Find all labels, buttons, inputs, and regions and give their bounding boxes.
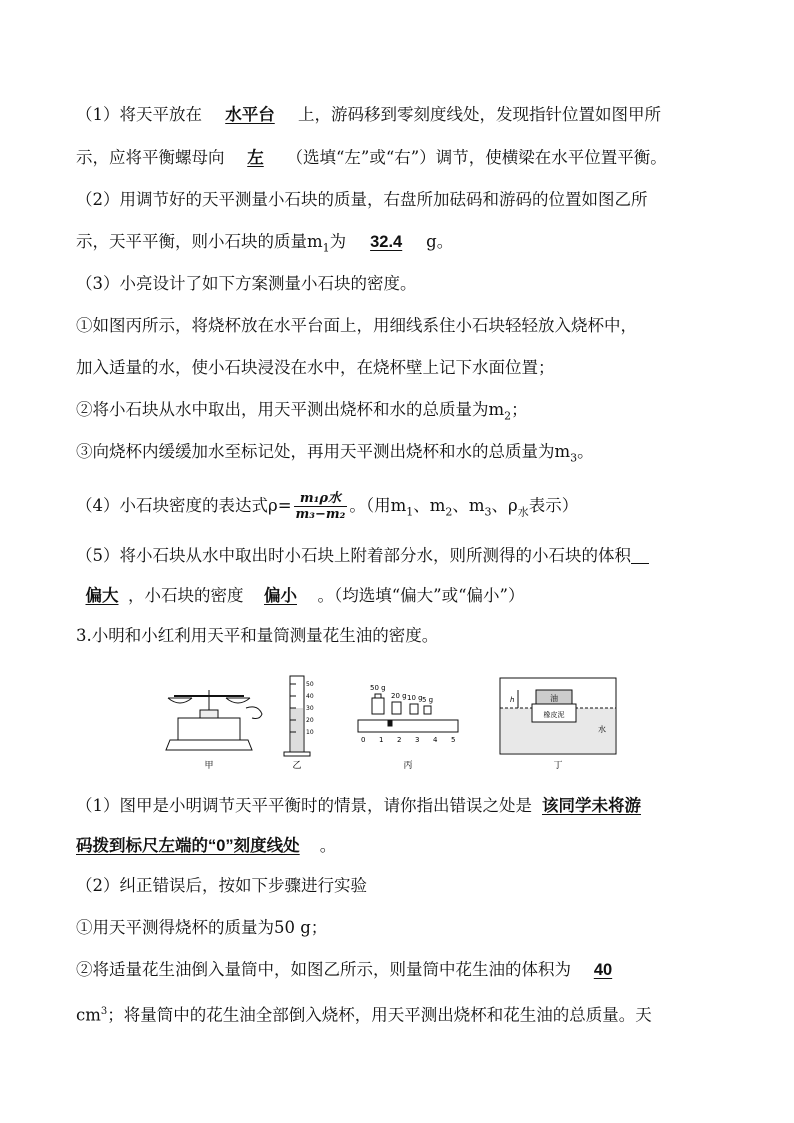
cyl-tick-50: 50 (306, 681, 314, 688)
experiment-figure (160, 668, 640, 773)
q2-part3-intro (76, 272, 726, 296)
text: （选填“左”或“右”）调节，使横梁在水平位置平衡。 (286, 148, 667, 167)
text: 、ρ (491, 496, 518, 515)
text: 加入适量的水，使小石块浸没在水中，在烧杯壁上记下水面位置； (76, 358, 555, 377)
answer-blank-volume-oil: 40 (593, 961, 613, 979)
q2-part5-line2 (76, 584, 726, 608)
text: （1）将天平放在 (76, 105, 202, 124)
text: ①用天平测得烧杯的质量为50 g； (76, 918, 328, 937)
text: ，小石块的密度 (128, 586, 244, 605)
text: 示，天平平衡，则小石块的质量m (76, 232, 323, 251)
ruler-4: 4 (433, 736, 438, 744)
subscript: 1 (406, 505, 414, 519)
text: ；将量筒中的花生油全部倒入烧杯，用天平测出烧杯和花生油的总质量。天 (107, 1005, 652, 1025)
q2-part1-line1 (76, 103, 726, 127)
weight-50g: 50 g (370, 684, 386, 692)
q2-part2-line2 (76, 230, 726, 260)
weight-5g: 5 g (422, 696, 434, 704)
blank-line (631, 545, 649, 564)
answer-blank-error-a: 该同学未将游 (542, 797, 641, 815)
text: cm (76, 1005, 101, 1025)
text: 。 (319, 836, 337, 855)
text: （2）用调节好的天平测量小石块的质量，右盘所加砝码和游码的位置如图乙所 (76, 190, 648, 209)
answer-blank-direction: 左 (247, 149, 264, 167)
label-yi: 乙 (292, 761, 302, 771)
answer-blank-level-surface: 水平台 (225, 106, 275, 124)
q3-part1-line2 (76, 834, 726, 858)
subscript: 水 (517, 505, 529, 519)
text: 表示） (528, 496, 579, 515)
subscript: 1 (322, 241, 330, 255)
q3-part2-step2 (76, 958, 726, 982)
text: （2）纠正错误后，按如下步骤进行实验 (76, 876, 367, 895)
ruler-0: 0 (361, 736, 366, 744)
q3-part2-intro (76, 874, 726, 898)
fraction-denominator: m₃−m₂ (295, 507, 346, 522)
subscript: 3 (570, 451, 578, 465)
text: 。 (577, 442, 594, 461)
text: ②将小石块从水中取出，用天平测出烧杯和水的总质量为m (76, 400, 505, 419)
fraction-numerator: m₁ρ水 (294, 491, 348, 507)
cyl-tick-40: 40 (306, 693, 314, 700)
weight-10g: 10 g (407, 694, 423, 702)
text: 示，应将平衡螺母向 (76, 148, 225, 167)
text: ③向烧杯内缓缓加水至标记处，再用天平测出烧杯和水的总质量为m (76, 442, 571, 461)
q3-part1-line1 (76, 794, 726, 818)
q2-part1-line2 (76, 146, 726, 170)
q2-part3-step1b (76, 356, 726, 380)
text: （1）图甲是小明调节天平平衡时的情景，请你指出错误之处是 (76, 796, 532, 815)
q3-part2-step2-cont (76, 1000, 726, 1028)
subscript: 3 (484, 505, 492, 519)
text: 上，游码移到零刻度线处，发现指针位置如图甲所 (298, 105, 661, 124)
block-label: 橡皮泥 (543, 711, 565, 719)
cyl-tick-30: 30 (306, 705, 314, 712)
superscript: 3 (100, 1006, 108, 1017)
subscript: 2 (504, 409, 512, 423)
text: ②将适量花生油倒入量筒中，如图乙所示，则量筒中花生油的体积为 (76, 960, 571, 979)
ruler-5: 5 (451, 736, 456, 744)
text: （4）小石块密度的表达式ρ= (76, 496, 292, 515)
text: 、m (413, 496, 446, 515)
answer-blank-mass: 32.4 (370, 233, 403, 251)
weight-20g: 20 g (391, 692, 407, 700)
label-bing: 丙 (403, 761, 413, 771)
text: 为 (329, 232, 347, 251)
question-title: 3.小明和小红利用天平和量筒测量花生油的密度。 (76, 626, 439, 645)
oil-label: 油 (550, 694, 558, 703)
text: （3）小亮设计了如下方案测量小石块的密度。 (76, 274, 417, 293)
answer-blank-error-b: 码拨到标尺左端的“0”刻度线处 (76, 837, 300, 855)
cyl-tick-10: 10 (306, 729, 314, 736)
label-jia: 甲 (204, 761, 214, 771)
q3-title (76, 624, 726, 648)
text: （5）将小石块从水中取出时小石块上附着部分水，则所测得的小石块的体积 (76, 546, 631, 565)
text: ①如图丙所示，将烧杯放在水平台面上，用细线系住小石块轻轻放入烧杯中， (76, 316, 637, 335)
height-label: h (510, 696, 515, 704)
density-formula-fraction (294, 491, 348, 522)
q2-part5-line1 (76, 544, 726, 568)
q2-part3-step2 (76, 398, 726, 428)
text: ； (511, 400, 528, 419)
cylinder-figure (284, 676, 310, 756)
q2-part3-step1a (76, 314, 726, 338)
ruler-1: 1 (379, 736, 384, 744)
q2-part4-line (76, 488, 726, 524)
label-ding: 丁 (553, 761, 563, 771)
text: 。（均选填“偏大”或“偏小”） (317, 586, 525, 605)
balance-figure (166, 690, 262, 750)
text: g。 (426, 232, 454, 251)
q2-part3-step3 (76, 440, 726, 470)
ruler-2: 2 (397, 736, 402, 744)
water-label: 水 (598, 725, 606, 734)
ruler-3: 3 (415, 736, 420, 744)
text: 。（用m (349, 496, 407, 515)
q3-part2-step1 (76, 916, 726, 940)
cyl-tick-20: 20 (306, 717, 314, 724)
answer-blank-volume: 偏大 (85, 587, 119, 605)
text: 、m (452, 496, 485, 515)
answer-blank-density: 偏小 (264, 587, 297, 605)
q2-part2-line1 (76, 188, 726, 212)
subscript: 2 (445, 505, 453, 519)
